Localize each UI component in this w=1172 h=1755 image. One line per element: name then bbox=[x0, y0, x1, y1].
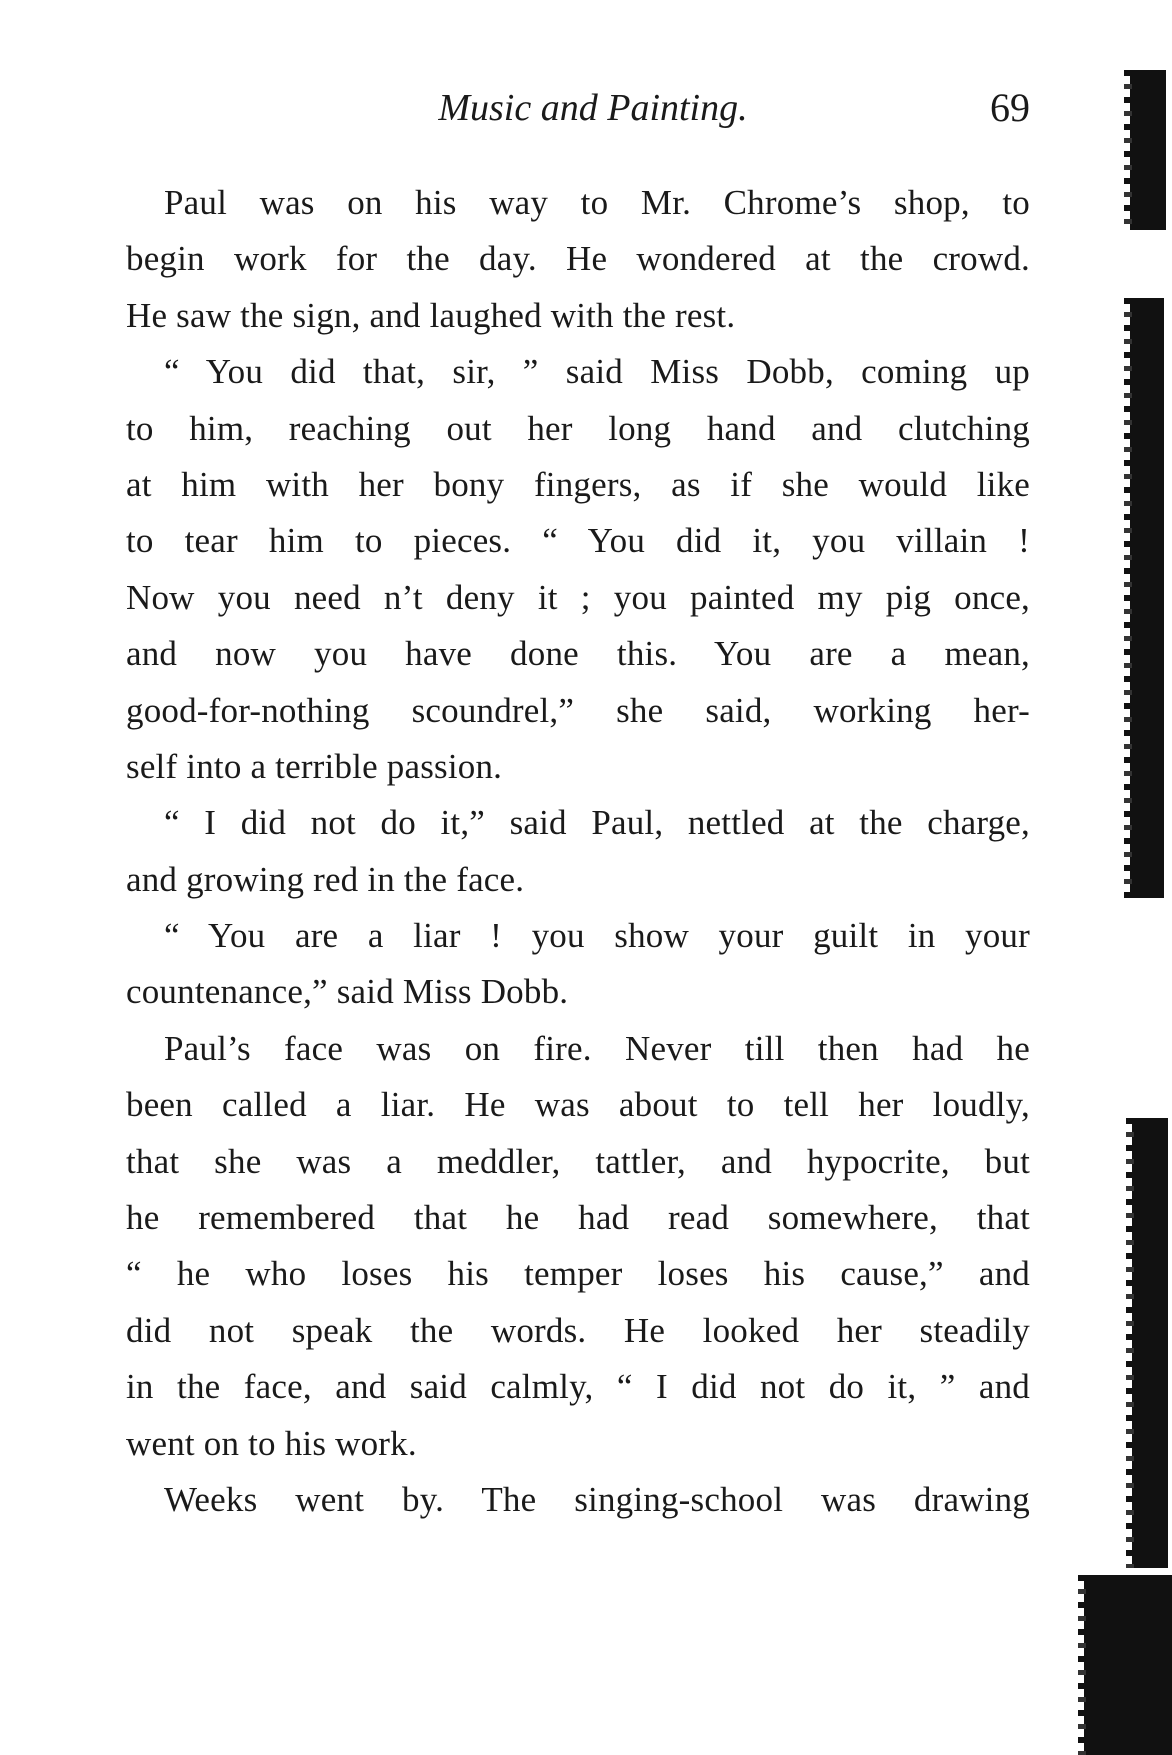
text-line: at him with her bony fingers, as if she would like bbox=[126, 464, 1030, 504]
text-line: and growing red in the face. bbox=[126, 859, 525, 899]
running-title: Music and Painting. bbox=[438, 87, 748, 129]
text-line: “ You are a liar ! you show your guilt in your bbox=[164, 916, 1030, 956]
text-line: “ he who loses his temper loses his cause,” and bbox=[126, 1254, 1030, 1294]
text-line: Weeks went by. The singing-school was drawing bbox=[164, 1479, 1030, 1519]
scan-edge-shadow bbox=[1130, 298, 1164, 898]
text-line: and now you have done this. You are a mean, bbox=[126, 634, 1030, 674]
text-line: he remembered that he had read somewhere, that bbox=[126, 1198, 1030, 1238]
text-line: in the face, and said calmly, “ I did not do it, ” and bbox=[126, 1367, 1030, 1407]
scan-edge-shadow bbox=[1132, 1118, 1168, 1568]
text-line: to tear him to pieces. “ You did it, you villain ! bbox=[126, 521, 1030, 561]
text-line: “ You did that, sir, ” said Miss Dobb, coming up bbox=[164, 352, 1030, 392]
text-line: countenance,” said Miss Dobb. bbox=[126, 972, 569, 1012]
text-line: been called a liar. He was about to tell her loudly, bbox=[126, 1085, 1030, 1125]
scan-edge-shadow bbox=[1130, 70, 1166, 230]
text-line: went on to his work. bbox=[126, 1423, 417, 1463]
text-line: “ I did not do it,” said Paul, nettled at the charge, bbox=[164, 803, 1030, 843]
text-line: self into a terrible passion. bbox=[126, 746, 503, 786]
body-text bbox=[126, 175, 1030, 1528]
text-line: Paul was on his way to Mr. Chrome’s shop, to bbox=[164, 183, 1030, 222]
text-line: did not speak the words. He looked her steadily bbox=[126, 1310, 1030, 1350]
running-head bbox=[126, 78, 1030, 138]
text-line: good-for-nothing scoundrel,” she said, working her- bbox=[126, 690, 1030, 730]
text-line: Paul’s face was on fire. Never till then had he bbox=[164, 1028, 1030, 1068]
page-number: 69 bbox=[990, 85, 1030, 130]
text-line: to him, reaching out her long hand and clutching bbox=[126, 408, 1030, 448]
text-line: begin work for the day. He wondered at the crowd. bbox=[126, 239, 1030, 279]
text-line: Now you need n’t deny it ; you painted my pig once, bbox=[126, 577, 1030, 617]
text-line: He saw the sign, and laughed with the rest. bbox=[126, 295, 736, 335]
scan-edge-shadow bbox=[1084, 1575, 1172, 1755]
text-line: that she was a meddler, tattler, and hypocrite, but bbox=[126, 1141, 1030, 1181]
